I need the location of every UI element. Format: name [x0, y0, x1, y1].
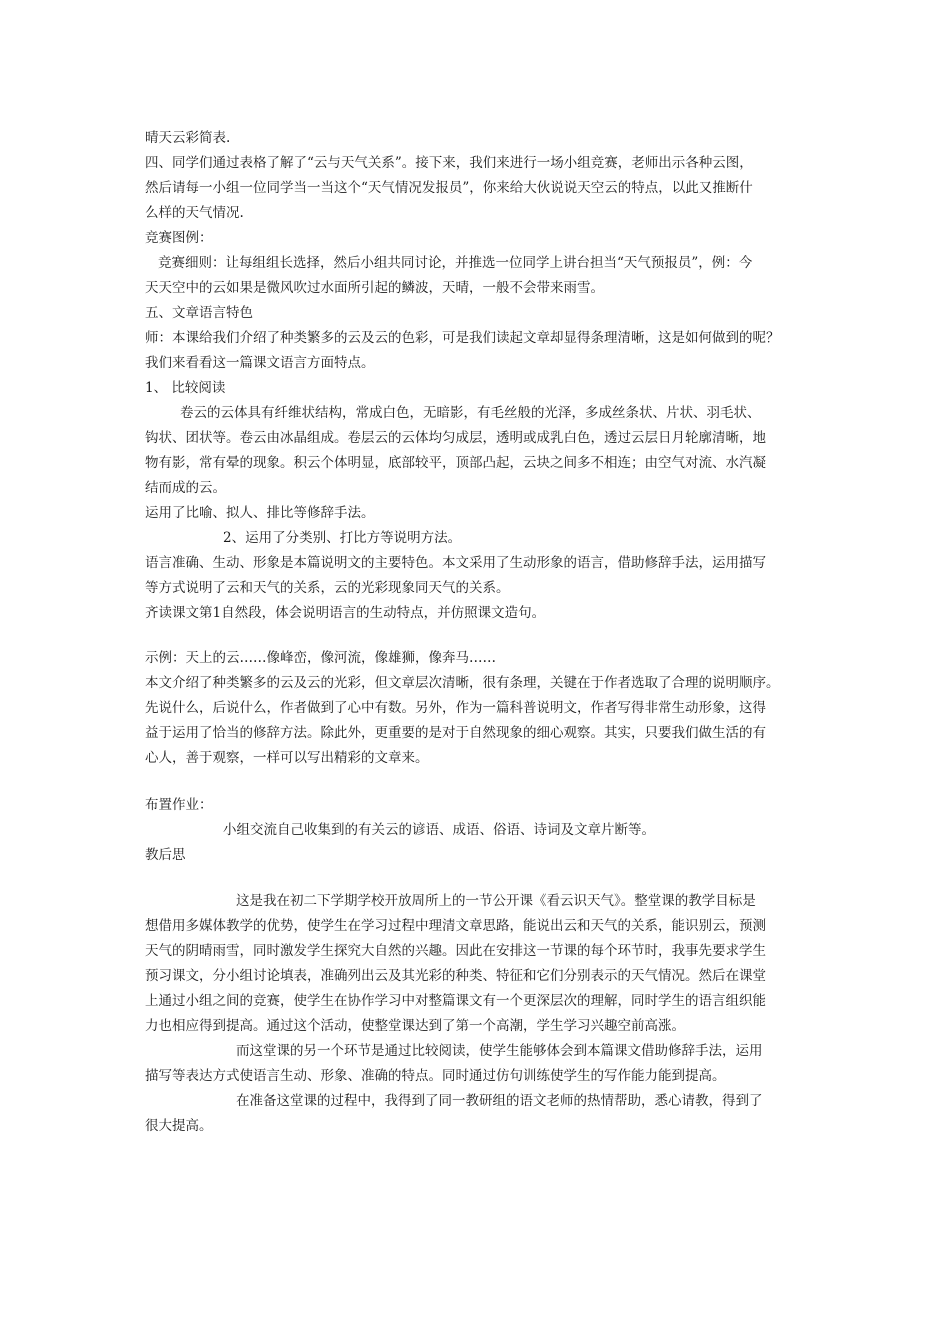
text-line: 竞赛细则：让每组组长选择，然后小组共同讨论，并推选一位同学上讲台担当“天气预报员”，例：今 [158, 255, 753, 271]
text-line: 描写等表达方式使语言生动、形象、准确的特点。同时通过仿句训练使学生的写作能力能到提高。 [145, 1068, 726, 1084]
section-heading: 五、文章语言特色 [145, 305, 253, 321]
text-line: 很大提高。 [145, 1118, 213, 1134]
text-line: 力也相应得到提高。通过这个活动，使整堂课达到了第一个高潮，学生学习兴趣空前高涨。 [145, 1018, 685, 1034]
text-line: 2、运用了分类别、打比方等说明方法。 [223, 530, 462, 546]
text-line: 结而成的云。 [145, 480, 226, 496]
text-line: 这是我在初二下学期学校开放周所上的一节公开课《看云识天气》。整堂课的教学目标是 [236, 893, 756, 909]
text-line: 我们来看看这一篇课文语言方面特点。 [145, 355, 375, 371]
text-line: 齐读课文第1自然段，体会说明语言的生动特点，并仿照课文造句。 [145, 605, 546, 621]
text-line: 然后请每一小组一位同学当一当这个“天气情况发报员”，你来给大伙说说天空云的特点，以此又推断什 [145, 180, 753, 196]
text-line: 语言准确、生动、形象是本篇说明文的主要特色。本文采用了生动形象的语言，借助修辞手法，运用描写 [145, 555, 766, 571]
text-line: 预习课文，分小组讨论填表，准确列出云及其光彩的种类、特征和它们分别表示的天气情况。然后在课堂 [145, 968, 766, 984]
text-line: 天天空中的云如果是微风吹过水面所引起的鳞波，天晴，一般不会带来雨雪。 [145, 280, 604, 296]
text-line: 本文介绍了种类繁多的云及云的光彩，但文章层次清晰，很有条理，关键在于作者选取了合理的说明顺序。 [145, 675, 780, 691]
text-line: 四、同学们通过表格了解了“云与天气关系”。接下来，我们来进行一场小组竞赛，老师出示各种云图， [145, 155, 753, 171]
text-line: 卷云的云体具有纤维状结构，常成白色，无暗影，有毛丝般的光泽，多成丝条状、片状、羽毛状、 [180, 405, 761, 421]
text-line: 示例：天上的云……像峰峦，像河流，像雄狮，像奔马…… [145, 650, 496, 666]
text-line: 想借用多媒体教学的优势，使学生在学习过程中理清文章思路，能说出云和天气的关系，能识别云，预测 [145, 918, 766, 934]
text-line: 天气的阴晴雨雪，同时激发学生探究大自然的兴趣。因此在安排这一节课的每个环节时，我事先要求学生 [145, 943, 766, 959]
text-line: 上通过小组之间的竞赛，使学生在协作学习中对整篇课文有一个更深层次的理解，同时学生的语言组织能 [145, 993, 766, 1009]
list-heading: 1、 比较阅读 [145, 380, 226, 396]
text-line: 竞赛图例： [145, 230, 213, 246]
text-line: 心人，善于观察，一样可以写出精彩的文章来。 [145, 750, 429, 766]
text-line: 等方式说明了云和天气的关系，云的光彩现象同天气的关系。 [145, 580, 510, 596]
text-line: 么样的天气情况. [145, 205, 244, 221]
text-line: 晴天云彩简表. [145, 130, 231, 146]
text-line: 钩状、团状等。卷云由冰晶组成。卷层云的云体均匀成层，透明或成乳白色，透过云层日月轮廓清晰，地 [145, 430, 766, 446]
text-line: 小组交流自己收集到的有关云的谚语、成语、俗语、诗词及文章片断等。 [223, 822, 655, 838]
text-line: 在准备这堂课的过程中，我得到了同一教研组的语文老师的热情帮助，悉心请教，得到了 [236, 1093, 763, 1109]
text-line: 益于运用了恰当的修辞方法。除此外，更重要的是对于自然现象的细心观察。其实，只要我们做生活的有 [145, 725, 766, 741]
text-line: 师：本课给我们介绍了种类繁多的云及云的色彩，可是我们读起文章却显得条理清晰，这是如何做到的呢？ [145, 330, 780, 346]
text-line: 先说什么，后说什么，作者做到了心中有数。另外，作为一篇科普说明文，作者写得非常生动形象，这得 [145, 700, 766, 716]
section-heading: 布置作业： [145, 797, 213, 813]
section-heading: 教后思 [145, 847, 186, 863]
text-line: 运用了比喻、拟人、排比等修辞手法。 [145, 505, 375, 521]
text-line: 而这堂课的另一个环节是通过比较阅读，使学生能够体会到本篇课文借助修辞手法，运用 [236, 1043, 763, 1059]
text-line: 物有影，常有晕的现象。积云个体明显，底部较平，顶部凸起，云块之间多不相连；由空气对流、水汽凝 [145, 455, 766, 471]
